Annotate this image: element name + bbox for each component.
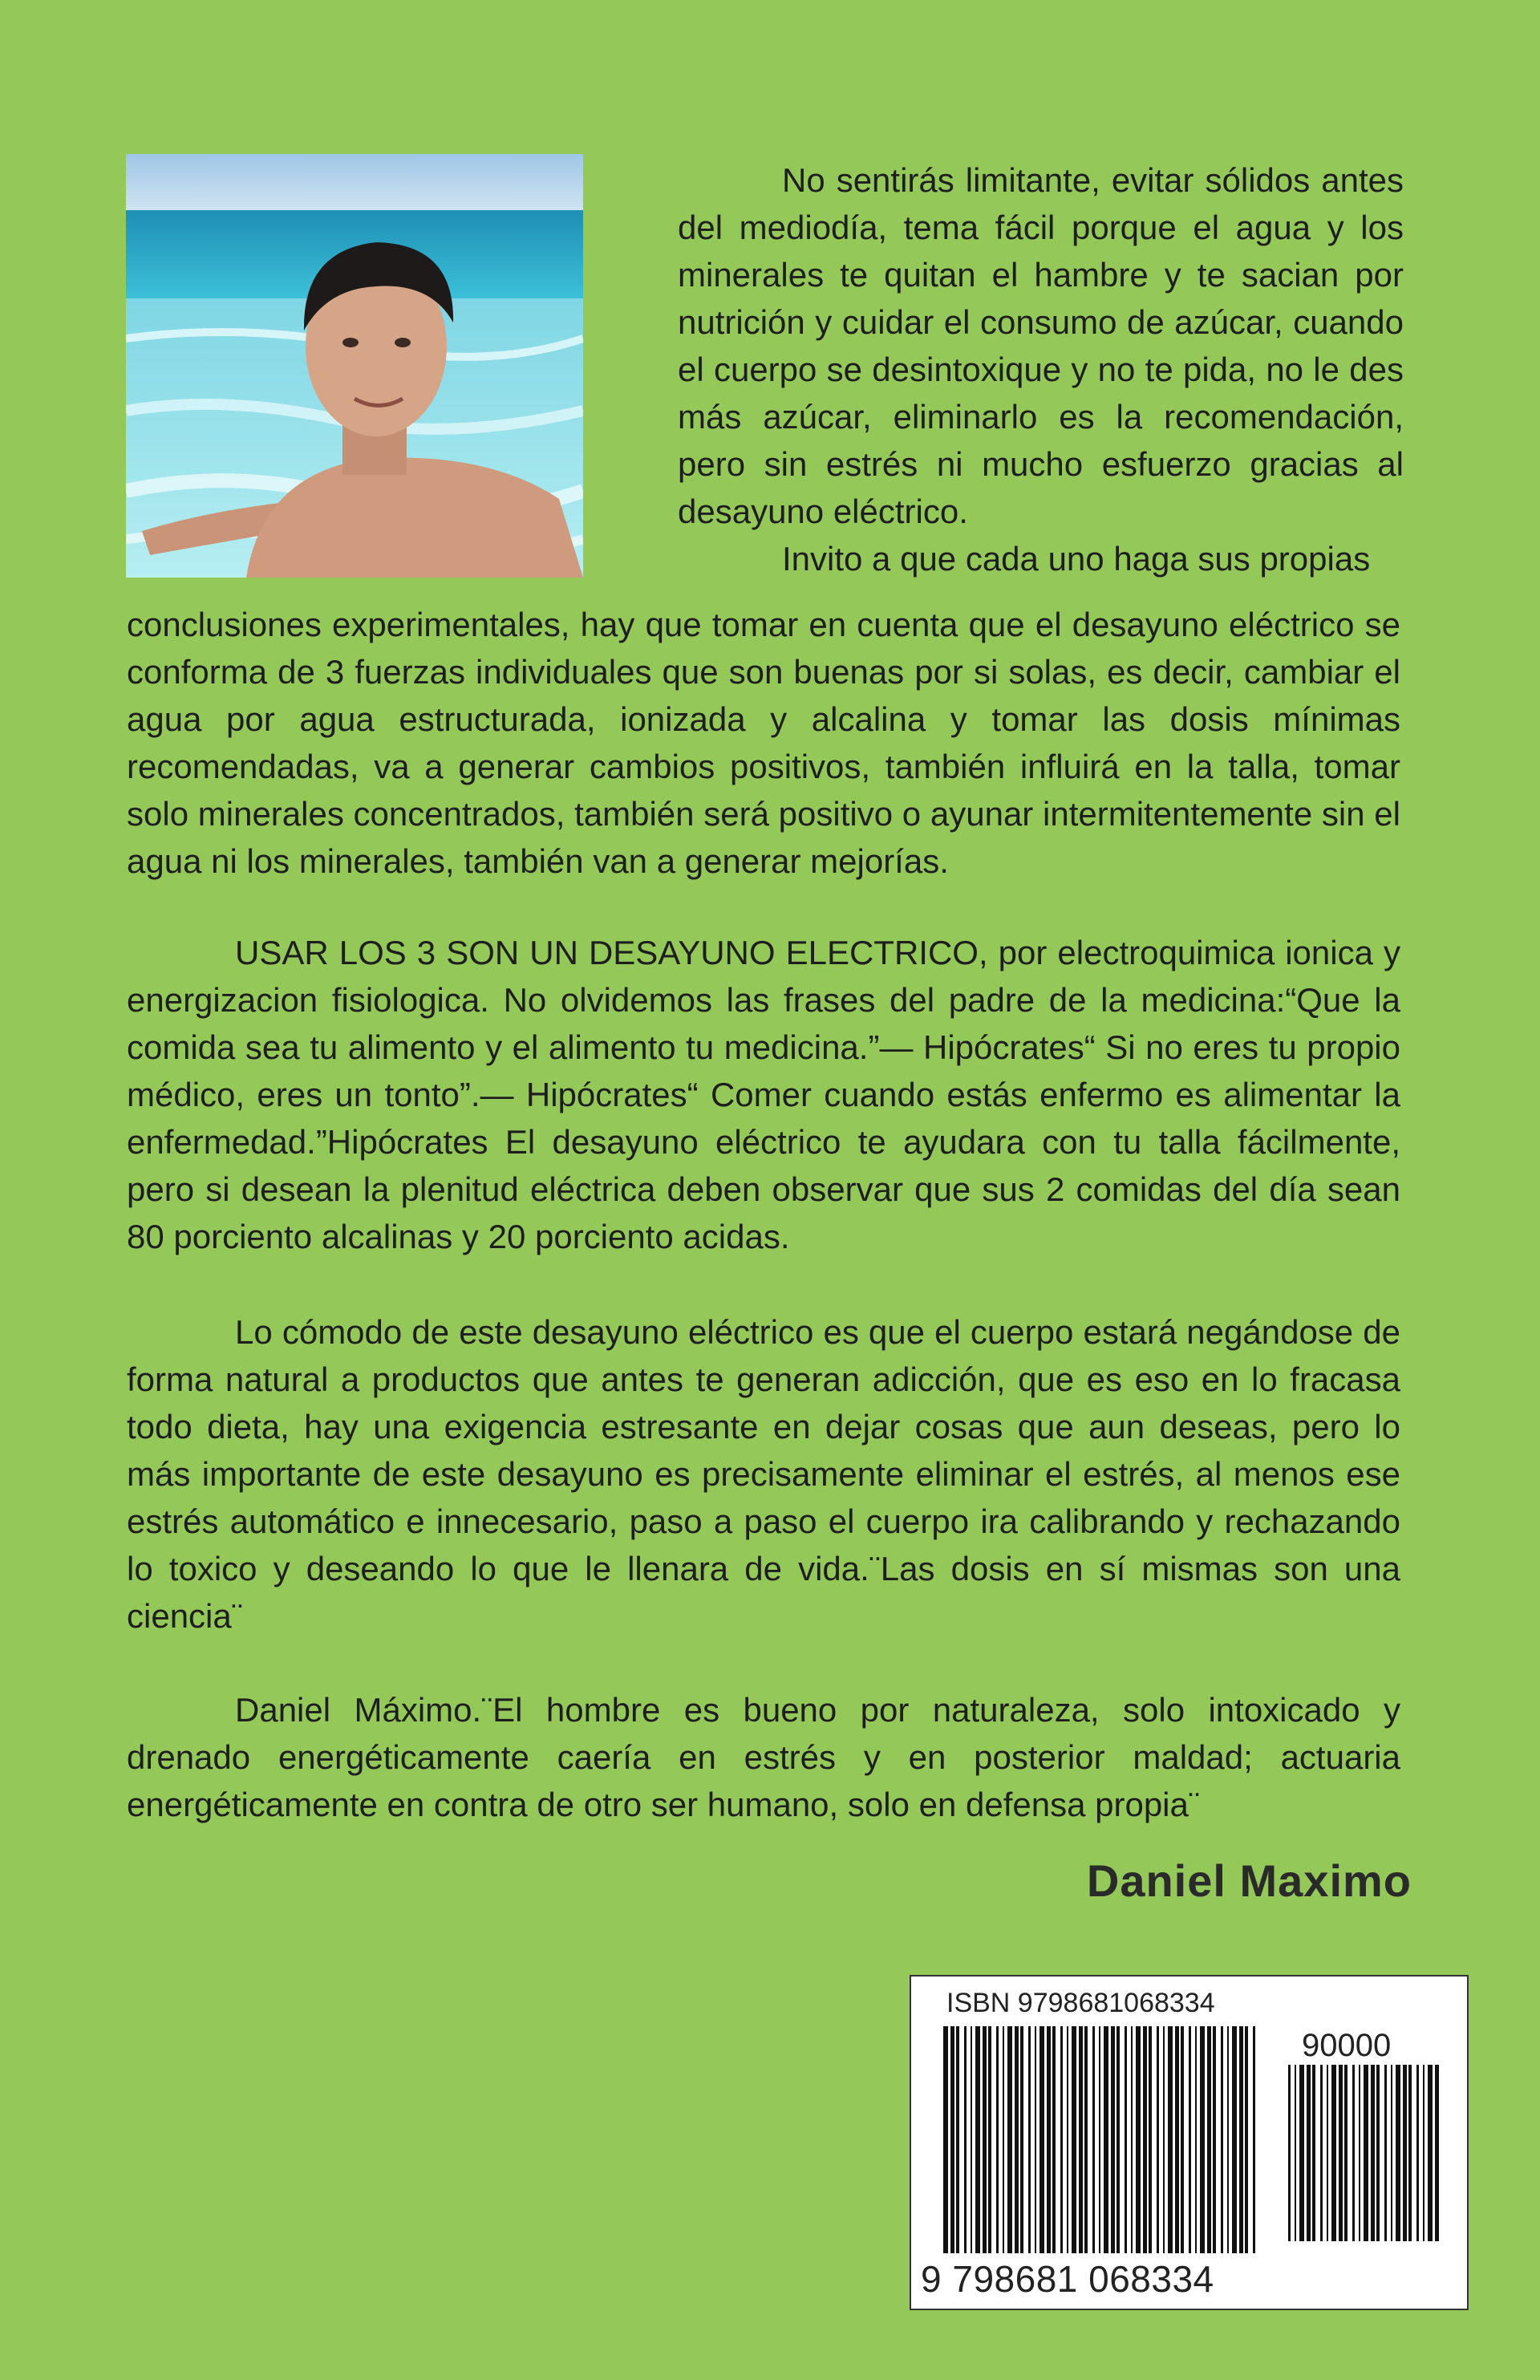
paragraph-conclusiones: conclusiones experimentales, hay que tomar en cuenta que el desayuno eléctrico se conforma de 3 fuerzas individuales que son buenas por si solas, es decir, cambiar el agua por agua estructurada, ionizada y alcalina y tomar las dosis mínimas recomendadas, va a generar cambios positivos, también influirá en la talla, tomar solo minerales concentrados, también será positivo o ayunar intermitentemente sin el agua ni los minerales, también van a generar mejorías. xyxy=(127,606,1400,880)
ean-digits: 9 798681 068334 xyxy=(921,2258,1214,2300)
author-name: Daniel Maximo xyxy=(1086,1855,1412,1906)
intro-text: No sentirás limitante, evitar sólidos antes del mediodía, tema fácil porque el agua y los minerales te quitan el hambre y te sacian por nutrición y cuidar el consumo de azúcar, cuando el cuerpo se desintoxique y no te pida, no le des más azúcar, eliminarlo es la recomendación, pero sin estrés ni mucho esfuerzo gracias al desayuno eléctrico. xyxy=(678,161,1404,530)
isbn-label: ISBN 9798681068334 xyxy=(946,1988,1215,2018)
intro-text-continued: Invito a que cada uno haga sus propias xyxy=(782,540,1371,578)
paragraph-quote: Daniel Máximo.¨El hombre es bueno por naturaleza, solo intoxicado y drenado energéticamente caería en estrés y en posterior maldad; actuaria energéticamente en contra de otro ser humano, solo en defensa propia¨ xyxy=(127,1691,1400,1823)
paragraph-desayuno-electrico: USAR LOS 3 SON UN DESAYUNO ELECTRICO, por electroquimica ionica y energizacion fisiologica. No olvidemos las frases del padre de la medicina:“Que la comida sea tu alimento y el alimento tu medicina.”— Hipócrates“ Si no eres tu propio médico, eres un tonto”.— Hipócrates“ Comer cuando estás enfermo es alimentar la enfermedad.”Hipócrates El desayuno eléctrico te ayudara con tu talla fácilmente, pero si desean la plenitud eléctrica deben observar que sus 2 comidas del día sean 80 porciento alcalinas y 20 porciento acidas. xyxy=(127,934,1400,1255)
price-code: 90000 xyxy=(1302,2028,1392,2063)
intro-paragraph xyxy=(678,156,1404,582)
author-photo xyxy=(126,154,583,578)
paragraph-comodo: Lo cómodo de este desayuno eléctrico es que el cuerpo estará negándose de forma natural a productos que antes te generan adicción, que es eso en lo fracasa todo dieta, hay una exigencia estresante en dejar cosas que aun deseas, pero lo más importante de este desayuno es precisamente eliminar el estrés, al menos ese estrés automático e innecesario, paso a paso el cuerpo ira calibrando y rechazando lo toxico y deseando lo que le llenara de vida.¨Las dosis en sí mismas son una ciencia¨ xyxy=(127,1313,1400,1635)
isbn-barcode xyxy=(910,1975,1469,2310)
